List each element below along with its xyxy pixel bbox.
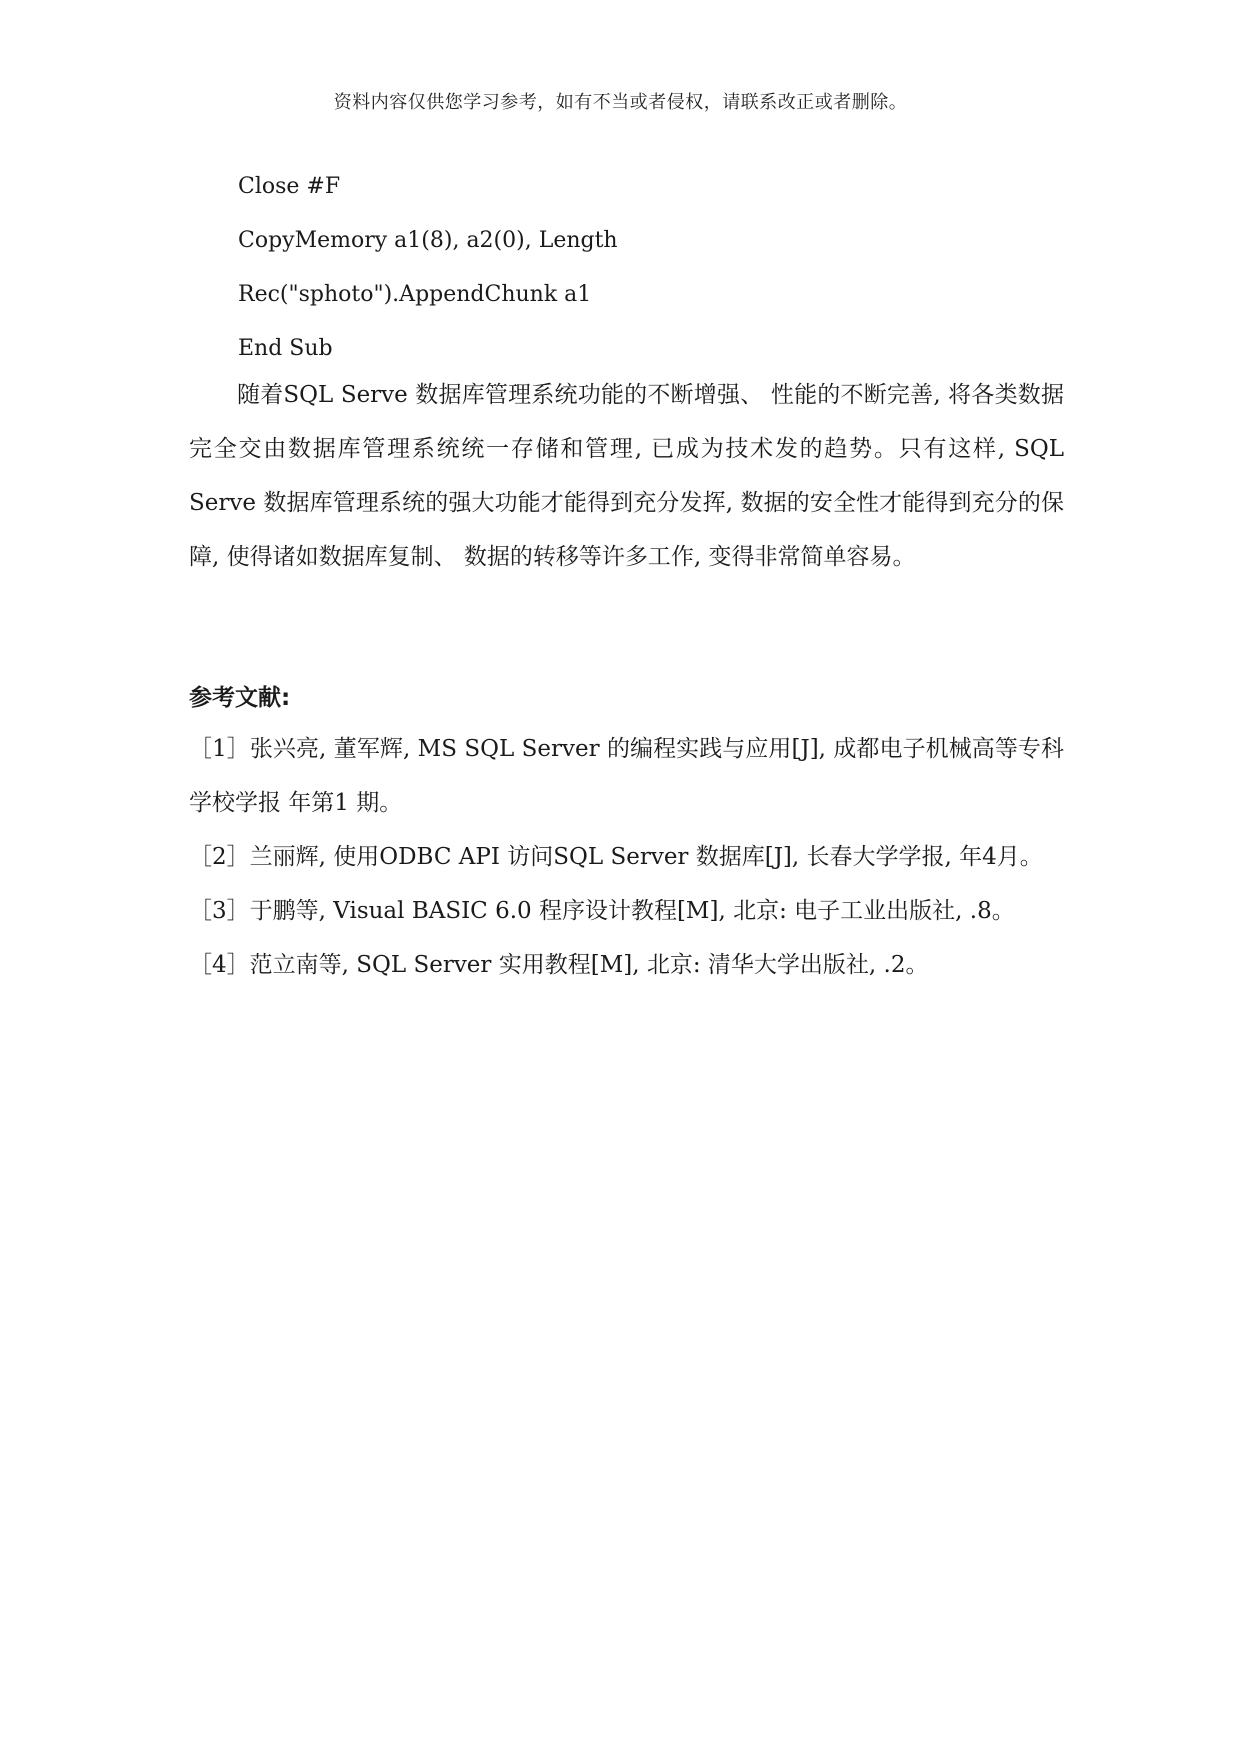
disclaimer-header: 资料内容仅供您学习参考，如有不当或者侵权，请联系改正或者删除。 xyxy=(333,92,908,113)
code-line: Close #F xyxy=(238,174,341,199)
reference-item: ［2］兰丽辉, 使用ODBC API 访问SQL Server 数据库[J], 长春大学学报, 年4月。 xyxy=(189,844,1043,870)
code-line: End Sub xyxy=(238,336,333,361)
body-paragraph: 随着SQL Serve 数据库管理系统功能的不断增强、 性能的不断完善, 将各类数据完全交由数据库管理系统统一存储和管理, 已成为技术发的趋势。只有这样, SQL Serve 数据库管理系统的强大功能才能得到充分发挥, 数据的安全性才能得到充分的保障, 使得诸如数据库复制、 数据的转移等许多工作, 变得非常简单容易。 xyxy=(189,382,1064,570)
code-block xyxy=(238,160,618,376)
code-line: CopyMemory a1(8), a2(0), Length xyxy=(238,228,618,253)
references-list xyxy=(189,722,1064,992)
reference-item: ［1］张兴亮, 董军辉, MS SQL Server 的编程实践与应用[J], 成都电子机械高等专科学校学报 年第1 期。 xyxy=(189,736,1064,816)
reference-item: ［4］范立南等, SQL Server 实用教程[M], 北京: 清华大学出版社, .2。 xyxy=(189,952,929,978)
references-heading: 参考文献: xyxy=(189,685,291,711)
reference-item: ［3］于鹏等, Visual BASIC 6.0 程序设计教程[M], 北京: 电子工业出版社, .8。 xyxy=(189,898,1015,924)
code-line: Rec("sphoto").AppendChunk a1 xyxy=(238,282,592,307)
